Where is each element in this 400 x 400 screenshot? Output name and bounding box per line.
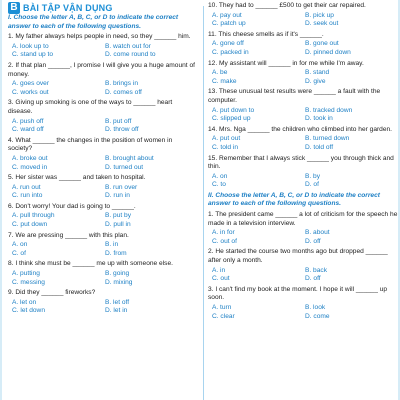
question bbox=[208, 211, 398, 228]
answer-option[interactable]: C. clear bbox=[212, 312, 235, 320]
question-text: The president came ______ a lot of criticism for the speech he made in a television interview. bbox=[208, 211, 398, 227]
answer-option[interactable]: C. stand up to bbox=[12, 51, 54, 59]
answer-option[interactable]: C. packed in bbox=[212, 48, 249, 56]
instruction-part-2: II. Choose the letter A, B, C, or D to indicate the correct answer to each of the following questions. bbox=[208, 191, 380, 208]
question-text: Giving up smoking is one of the ways to ______ heart disease. bbox=[8, 99, 173, 115]
question-text: My father always helps people in need, so they ______ him. bbox=[15, 33, 191, 41]
instruction-part-1: I. Choose the letter A, B, C, or D to indicate the correct answer to each of the following questions. bbox=[8, 14, 179, 30]
answer-option[interactable]: D. took in bbox=[305, 115, 333, 123]
question bbox=[208, 155, 398, 172]
answer-option[interactable]: A. broke out bbox=[12, 154, 48, 162]
answer-option[interactable]: C. patch up bbox=[212, 20, 246, 28]
answer-option[interactable]: C. to bbox=[212, 181, 226, 189]
answer-options bbox=[208, 69, 398, 86]
answer-option[interactable]: D. come round to bbox=[105, 51, 156, 59]
question bbox=[208, 248, 398, 265]
answer-option[interactable]: A. turn bbox=[212, 304, 232, 311]
answer-option[interactable]: C. ward off bbox=[12, 126, 44, 134]
answer-option[interactable]: D. throw off bbox=[105, 126, 139, 134]
question-number: 2. bbox=[208, 248, 214, 256]
answer-option[interactable]: D. off bbox=[305, 275, 321, 283]
answer-options bbox=[8, 270, 198, 287]
answer-options bbox=[8, 184, 198, 201]
left-column bbox=[8, 14, 198, 318]
answer-option[interactable]: D. mixing bbox=[105, 278, 133, 286]
question-number: 13. bbox=[208, 88, 218, 96]
question-number: 7. bbox=[8, 231, 14, 239]
answer-options bbox=[8, 299, 198, 316]
answer-options bbox=[208, 267, 398, 284]
answer-option[interactable]: A. pay out bbox=[212, 11, 242, 19]
question bbox=[8, 62, 198, 79]
question-text: Did they ______ fireworks? bbox=[15, 289, 96, 297]
question-number: 9. bbox=[8, 289, 14, 297]
answer-option[interactable]: D. come bbox=[305, 312, 330, 320]
question bbox=[8, 260, 198, 269]
question-text: He started the course two months ago but dropped ______ after only a month. bbox=[208, 248, 388, 265]
answer-options bbox=[8, 155, 198, 172]
answer-options bbox=[8, 80, 198, 97]
answer-option[interactable]: C. run into bbox=[12, 192, 43, 200]
answer-option[interactable]: D. off bbox=[305, 237, 321, 245]
question bbox=[8, 137, 198, 154]
question-list-part-1 bbox=[8, 33, 198, 316]
answer-options bbox=[208, 40, 398, 57]
question-number: 1. bbox=[208, 211, 214, 219]
answer-option[interactable]: B. pick up bbox=[305, 11, 334, 19]
answer-options bbox=[208, 12, 398, 29]
question-number: 1. bbox=[8, 33, 14, 41]
answer-option[interactable]: A. in bbox=[212, 266, 226, 274]
answer-option[interactable]: C. out bbox=[212, 275, 230, 283]
question bbox=[208, 60, 398, 69]
answer-options bbox=[8, 118, 198, 135]
answer-option[interactable]: A. put out bbox=[212, 135, 241, 143]
answer-option[interactable]: D. give bbox=[305, 77, 326, 85]
question bbox=[8, 289, 198, 298]
answer-option[interactable]: C. told in bbox=[212, 143, 239, 151]
answer-option[interactable]: A. pull through bbox=[12, 212, 55, 220]
question-list-part-2 bbox=[208, 211, 398, 321]
answer-options bbox=[208, 229, 398, 246]
question-text: This cheese smells as if it's ______. bbox=[218, 30, 324, 38]
answer-option[interactable]: D. seek out bbox=[305, 20, 339, 28]
answer-option[interactable]: B. let off bbox=[105, 298, 130, 306]
answer-option[interactable]: B. back bbox=[305, 266, 327, 274]
section-badge: B bbox=[8, 2, 20, 14]
question bbox=[208, 286, 398, 303]
answer-option[interactable]: C. moved in bbox=[12, 163, 48, 171]
answer-option[interactable]: A. push off bbox=[12, 117, 44, 125]
question-list-part-1-cont bbox=[208, 2, 398, 190]
question-text: Don't worry! Your dad is going to ______. bbox=[15, 202, 136, 210]
answer-option[interactable]: C. of bbox=[12, 249, 26, 257]
answer-option[interactable]: B. put off bbox=[105, 117, 132, 125]
question-number: 2. bbox=[8, 61, 14, 69]
question-text: If that plan ______, I promise I will give you a huge amount of money. bbox=[8, 61, 195, 78]
section-title: BÀI TẬP VẬN DỤNG bbox=[23, 3, 113, 13]
answer-option[interactable]: B. brought about bbox=[105, 154, 154, 162]
answer-option[interactable]: C. out of bbox=[212, 237, 237, 245]
answer-option[interactable]: C. slipped up bbox=[212, 115, 251, 123]
answer-option[interactable]: A. let on bbox=[12, 298, 37, 306]
question-text: My assistant will ______ in for me while I'm away. bbox=[219, 59, 364, 67]
answer-option[interactable]: B. look bbox=[305, 304, 326, 311]
answer-options bbox=[8, 212, 198, 229]
answer-option[interactable]: A. put down to bbox=[212, 106, 255, 114]
question bbox=[208, 126, 398, 135]
question-text: They had to ______ £500 to get their car repaired. bbox=[218, 2, 366, 9]
answer-options bbox=[208, 173, 398, 190]
answer-option[interactable]: B. about bbox=[305, 229, 330, 237]
answer-option[interactable]: B. by bbox=[305, 172, 321, 180]
answer-option[interactable]: D. pull in bbox=[105, 221, 131, 229]
column-divider bbox=[203, 6, 204, 400]
question-number: 10. bbox=[208, 2, 218, 9]
answer-option[interactable]: D. comes off bbox=[105, 88, 142, 96]
question-number: 5. bbox=[8, 174, 14, 182]
answer-option[interactable]: B. run over bbox=[105, 183, 138, 191]
question-text: Her sister was ______ and taken to hospital. bbox=[15, 174, 146, 182]
answer-option[interactable]: D. run in bbox=[105, 192, 130, 200]
answer-options bbox=[208, 107, 398, 124]
question-text: What ______ the changes in the position of women in society? bbox=[8, 136, 173, 153]
answer-options bbox=[208, 135, 398, 152]
answer-option[interactable]: D. pinned down bbox=[305, 48, 351, 56]
question bbox=[208, 2, 398, 11]
answer-option[interactable]: A. gone off bbox=[212, 40, 244, 48]
answer-option[interactable]: D. told off bbox=[305, 143, 334, 151]
answer-option[interactable]: D. turned out bbox=[105, 163, 144, 171]
question-number: 15. bbox=[208, 154, 218, 162]
question-text: We are pressing ______ with this plan. bbox=[15, 231, 129, 239]
answer-option[interactable]: C. works out bbox=[12, 88, 49, 96]
worksheet-page bbox=[2, 0, 398, 400]
question-number: 11. bbox=[208, 30, 217, 38]
answer-option[interactable]: D. of bbox=[305, 181, 319, 189]
answer-option[interactable]: B. stand bbox=[305, 69, 330, 77]
question-text: I think she must be ______ me up with someone else. bbox=[15, 260, 173, 268]
question-number: 6. bbox=[8, 202, 14, 210]
question bbox=[8, 33, 198, 42]
question bbox=[8, 174, 198, 183]
answer-option[interactable]: B. turned down bbox=[305, 135, 350, 143]
answer-option[interactable]: C. make bbox=[212, 77, 237, 85]
question-text: Remember that I always stick ______ you through thick and thin. bbox=[208, 154, 394, 171]
right-column bbox=[208, 2, 398, 323]
question-text: I can't find my book at the moment. I hope it will ______ up soon. bbox=[208, 285, 388, 302]
question-number: 3. bbox=[208, 285, 214, 293]
answer-option[interactable]: A. look up to bbox=[12, 42, 49, 50]
answer-option[interactable]: C. put down bbox=[12, 221, 48, 229]
question-text: Mrs. Nga ______ the children who climbed into her garden. bbox=[219, 125, 393, 133]
answer-option[interactable]: A. goes over bbox=[12, 80, 50, 88]
question-number: 12. bbox=[208, 59, 218, 67]
question bbox=[208, 88, 398, 105]
question-number: 8. bbox=[8, 260, 14, 268]
answer-option[interactable]: B. in bbox=[105, 241, 119, 249]
question-number: 14. bbox=[208, 125, 218, 133]
answer-option[interactable]: A. putting bbox=[12, 270, 40, 278]
answer-option[interactable]: A. be bbox=[212, 69, 228, 77]
answer-option[interactable]: A. on bbox=[12, 241, 28, 249]
question bbox=[8, 99, 198, 116]
answer-option[interactable]: A. run out bbox=[12, 183, 41, 191]
answer-options bbox=[8, 43, 198, 60]
answer-option[interactable]: B. watch out for bbox=[105, 42, 151, 50]
answer-options bbox=[8, 241, 198, 258]
answer-option[interactable]: C. let down bbox=[12, 307, 45, 315]
question bbox=[8, 203, 198, 212]
question-text: These unusual test results were ______ a fault with the computer. bbox=[208, 88, 381, 104]
answer-option[interactable]: A. on bbox=[212, 172, 228, 180]
answer-option[interactable]: B. gone out bbox=[305, 40, 339, 48]
answer-option[interactable]: D. from bbox=[105, 249, 127, 257]
answer-option[interactable]: B. put by bbox=[105, 212, 132, 220]
answer-option[interactable]: B. tracked down bbox=[305, 106, 353, 114]
answer-options bbox=[208, 304, 398, 321]
answer-option[interactable]: A. in for bbox=[212, 229, 235, 237]
question-number: 3. bbox=[8, 99, 14, 107]
answer-option[interactable]: B. brings in bbox=[105, 80, 138, 88]
question bbox=[208, 31, 398, 40]
answer-option[interactable]: D. let in bbox=[105, 307, 128, 315]
question bbox=[8, 232, 198, 241]
question-number: 4. bbox=[8, 136, 14, 144]
answer-option[interactable]: C. messing bbox=[12, 278, 45, 286]
answer-option[interactable]: B. going bbox=[105, 270, 130, 278]
